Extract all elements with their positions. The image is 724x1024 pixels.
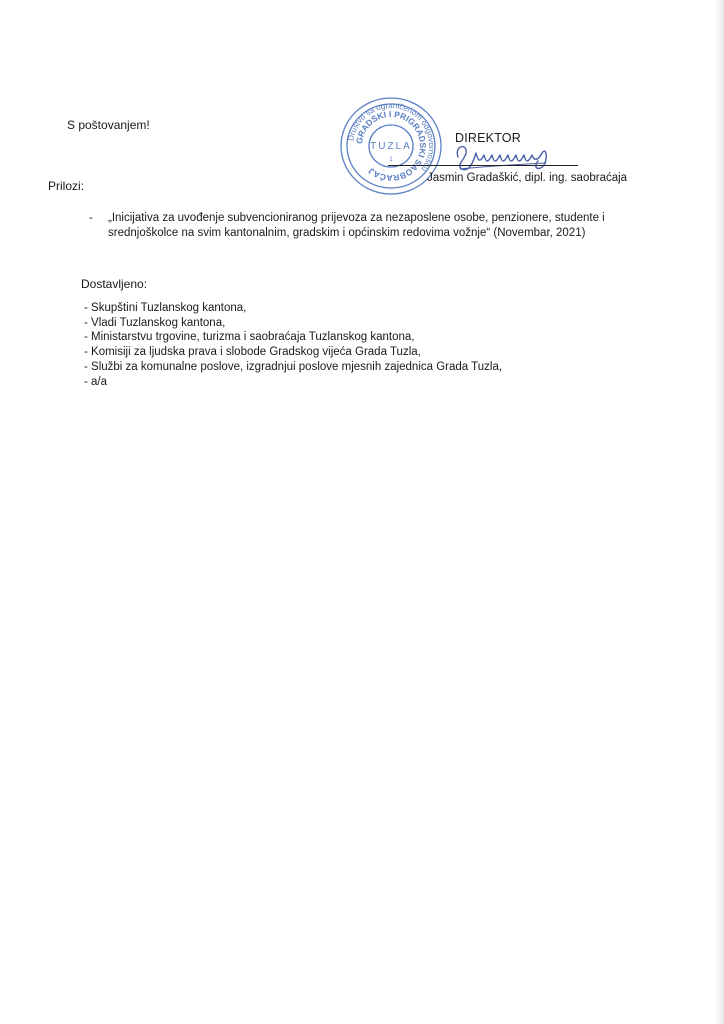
distribution-item: - Komisiji za ljudska prava i slobode Gradskog vijeća Grada Tuzla, (84, 346, 421, 359)
attachments-label: Prilozi: (48, 179, 85, 193)
distribution-label: Dostavljeno: (81, 277, 148, 291)
signature-line (388, 165, 578, 166)
stamp-inner-text: GRADSKI I PRIGRADSKI SAOBRAĆAJ (353, 108, 429, 184)
distribution-item: - Vladi Tuzlanskog kantona, (84, 316, 226, 329)
page-edge-shadow (714, 0, 724, 1024)
attachment-item-line-2: srednjoškolce na svim kantonalnim, gradskim i općinskim redovima vožnje“ (Novembar, 2021) (108, 227, 586, 239)
director-name: Jasmin Gradaškić, dipl. ing. saobraćaja (427, 172, 628, 184)
distribution-list (84, 301, 502, 389)
distribution-item: - Ministarstvu trgovine, turizma i saobraćaja Tuzlanskog kantona, (84, 331, 415, 344)
distribution-item: - Skupštini Tuzlanskog kantona, (84, 302, 247, 314)
stamp-outer-text: Društvo sa ograničenom odgovornošću (346, 100, 437, 174)
attachment-bullet: - (89, 212, 93, 224)
distribution-item: - a/a (84, 375, 108, 388)
director-title: DIREKTOR (455, 131, 521, 145)
closing-salutation: S poštovanjem! (67, 118, 150, 132)
stamp-number: 1 (389, 157, 393, 163)
distribution-item: - Službi za komunalne poslove, izgradnjui poslove mjesnih zajednica Grada Tuzla, (84, 360, 503, 373)
stamp-city: TUZLA (370, 141, 412, 152)
attachment-item-line-1: „Inicijativa za uvođenje subvencioniranog prijevoza za nezaposlene osobe, penzionere, studente i (108, 212, 605, 224)
